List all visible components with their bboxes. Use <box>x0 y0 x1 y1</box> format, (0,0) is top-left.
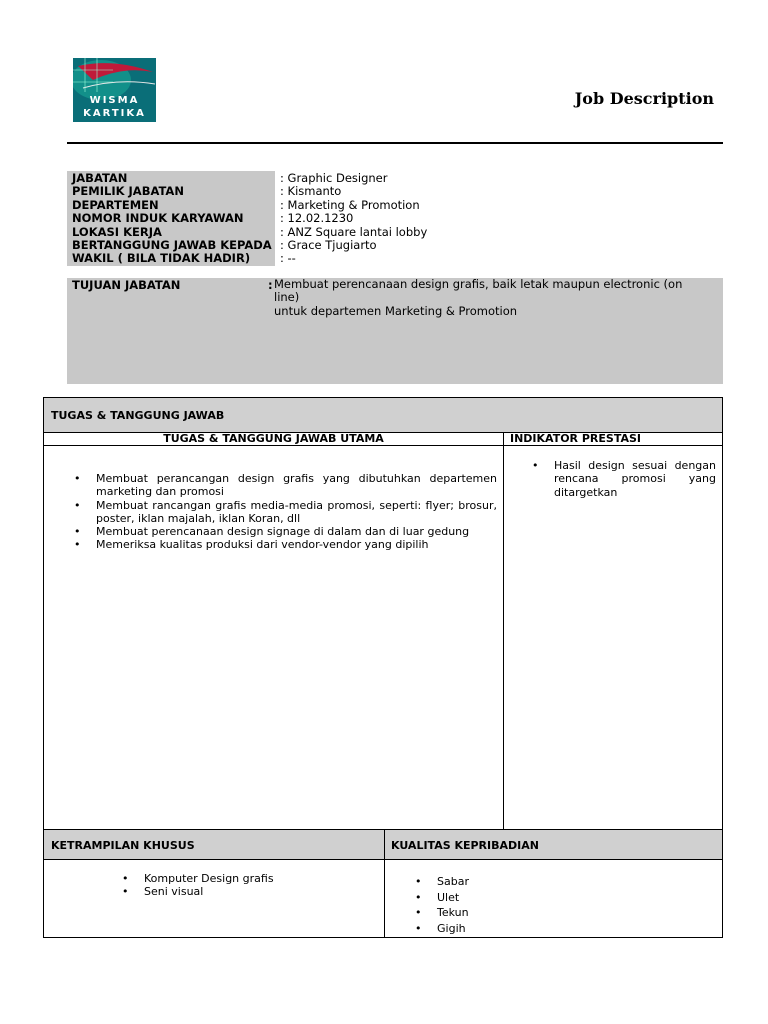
list-item: • Membuat rancangan grafis media-media promosi, seperti: flyer; brosur, poster, iklan majalah, iklan Koran, dll <box>72 499 497 526</box>
list-item: • Ulet <box>413 890 663 906</box>
list-item: • Membuat perancangan design grafis yang dibutuhkan departemen marketing dan promosi <box>72 472 497 499</box>
value-nomor-induk: : 12.02.1230 <box>280 211 354 226</box>
skills-header-divider <box>384 830 385 859</box>
col-tugas-utama: TUGAS & TANGGUNG JAWAB UTAMA <box>163 432 384 445</box>
list-item: • Hasil design sesuai dengan rencana promosi yang ditargetkan <box>530 459 716 499</box>
indikator-list <box>530 459 716 499</box>
list-item: • Seni visual <box>120 885 370 898</box>
tugas-header <box>43 397 723 433</box>
value-bertanggung-jawab: : Grace Tjugiarto <box>280 238 377 253</box>
ketrampilan-list <box>120 872 370 899</box>
list-item: • Memeriksa kualitas produksi dari vendor-vendor yang dipilih <box>72 538 497 551</box>
info-labels <box>72 172 272 266</box>
document-title: Job Description <box>574 89 714 108</box>
label-wakil: WAKIL ( BILA TIDAK HADIR) <box>72 251 251 266</box>
tujuan-colon: : <box>268 278 273 292</box>
skills-body <box>43 859 723 938</box>
tugas-header-label: TUGAS & TANGGUNG JAWAB <box>51 409 225 422</box>
tugas-body <box>43 446 723 830</box>
label-lokasi-kerja: LOKASI KERJA <box>72 224 162 239</box>
svg-text:WISMA: WISMA <box>89 95 140 106</box>
value-pemilik-jabatan: : Kismanto <box>280 184 342 199</box>
svg-text:KARTIKA: KARTIKA <box>83 108 146 119</box>
label-nomor-induk: NOMOR INDUK KARYAWAN <box>72 211 244 226</box>
kualitas-list <box>413 874 663 936</box>
list-item: • Komputer Design grafis <box>120 872 370 885</box>
tujuan-line-2: untuk departemen Marketing & Promotion <box>274 303 518 318</box>
kualitas-header: KUALITAS KEPRIBADIAN <box>391 839 539 852</box>
label-pemilik-jabatan: PEMILIK JABATAN <box>72 184 184 199</box>
task-list <box>72 472 497 552</box>
info-values <box>280 172 427 266</box>
value-lokasi-kerja: : ANZ Square lantai lobby <box>280 224 428 239</box>
tujuan-text <box>274 278 704 318</box>
skills-body-divider <box>384 860 385 937</box>
list-item: • Sabar <box>413 874 663 890</box>
company-logo <box>73 58 156 122</box>
header-divider <box>67 142 723 144</box>
value-jabatan: : Graphic Designer <box>280 171 388 185</box>
value-wakil: : -- <box>280 251 296 266</box>
label-departemen: DEPARTEMEN <box>72 197 159 212</box>
list-item: • Membuat perencanaan design signage di dalam dan di luar gedung <box>72 525 497 538</box>
value-departemen: : Marketing & Promotion <box>280 197 420 212</box>
tujuan-label: TUJUAN JABATAN <box>72 278 181 292</box>
ketrampilan-header: KETRAMPILAN KHUSUS <box>51 839 195 852</box>
subheader-divider <box>503 433 504 445</box>
tasks-divider <box>503 446 504 829</box>
tujuan-line-1: Membuat perencanaan design grafis, baik letak maupun electronic (on line) <box>274 277 683 305</box>
skills-header <box>43 829 723 860</box>
list-item: • Tekun <box>413 905 663 921</box>
label-jabatan: JABATAN <box>72 171 128 185</box>
list-item: • Gigih <box>413 921 663 937</box>
tugas-subheader <box>43 432 723 446</box>
label-bertanggung-jawab: BERTANGGUNG JAWAB KEPADA <box>72 238 272 253</box>
col-indikator-prestasi: INDIKATOR PRESTASI <box>510 432 642 445</box>
